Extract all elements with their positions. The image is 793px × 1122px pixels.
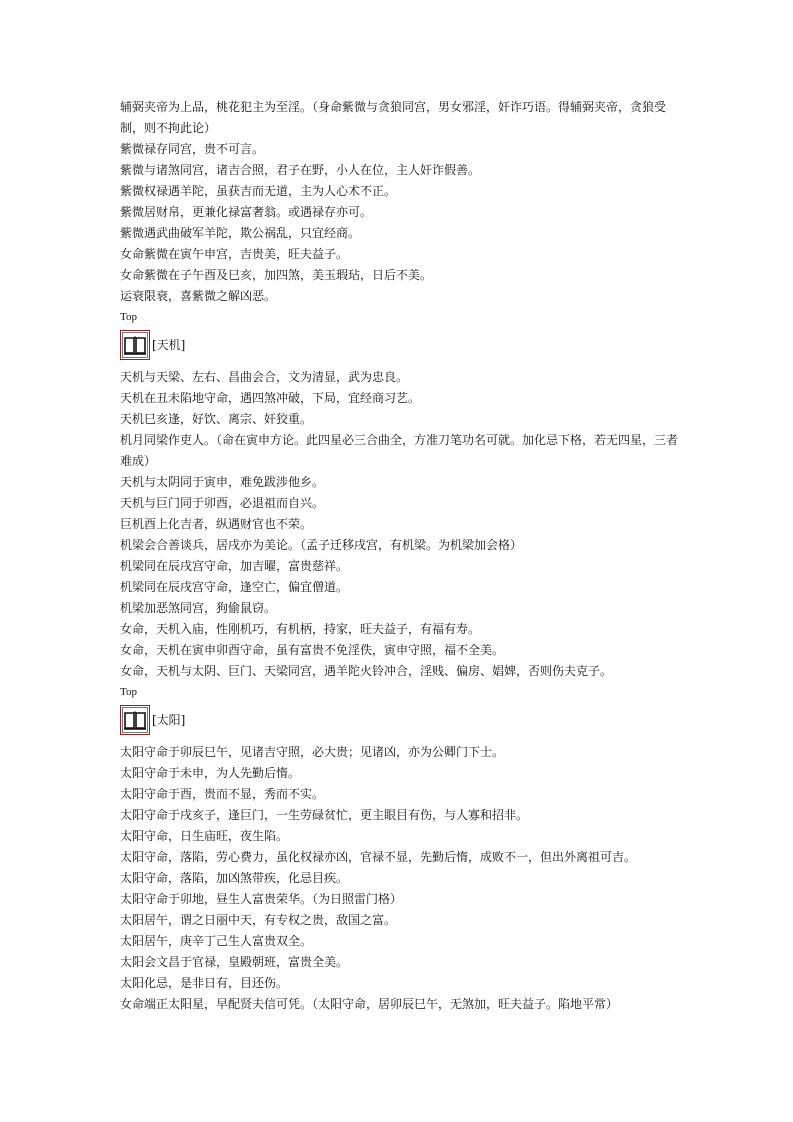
text-line: 紫微遇武曲破军羊陀，欺公祸乱，只宜经商。 bbox=[120, 226, 361, 240]
text-line: 天机与天梁、左右、昌曲会合，文为清显，武为忠良。 bbox=[120, 370, 409, 384]
text-line: 巨机酉上化吉者，纵遇财官也不荣。 bbox=[120, 517, 313, 531]
text-line: 辅弼夹帝为上品，桃花犯主为至淫。（身命紫微与贪狼同宫，男女邪淫，奸诈巧语。得辅弼夹帝，贪狼受制，则不拘此论） bbox=[120, 100, 667, 135]
text-line: 紫微与诸煞同宫，诸吉合照，君子在野，小人在位，主人奸诈假善。 bbox=[120, 163, 481, 177]
text-line: 机梁同在辰戌宫守命，加吉曜，富贵慈祥。 bbox=[120, 559, 349, 573]
text-line: 天机巳亥逢，好饮、离宗、奸狡重。 bbox=[120, 412, 313, 426]
text-line: 太阳守命，落陷，加凶煞带疾，化忌目疾。 bbox=[120, 871, 349, 885]
text-line: 太阳守命于未申，为人先勤后惰。 bbox=[120, 766, 301, 780]
text-line: 机月同梁作吏人。（命在寅申方论。此四星必三合曲全，方准刀笔功名可就。加化忌下格，若无四星，三者难成） bbox=[120, 433, 679, 468]
text-line: 女命端正太阳星，早配贤夫信可凭。（太阳守命，居卯辰巳午，无煞加，旺夫益子。陷地平常） bbox=[120, 997, 619, 1011]
text-line: 太阳化忌，是非日有，目还伤。 bbox=[120, 976, 289, 990]
text-line: 紫微权禄遇羊陀，虽获吉而无道，主为人心术不正。 bbox=[120, 184, 397, 198]
section-lines bbox=[120, 742, 680, 1015]
text-line: 机梁会合善谈兵，居戌亦为美论。（孟子迁移戌宫，有机梁。为机梁加会格） bbox=[120, 538, 523, 552]
book-icon bbox=[120, 705, 150, 735]
intro-section bbox=[120, 97, 680, 307]
section-title: [太阳] bbox=[152, 713, 186, 727]
top-link[interactable]: Top bbox=[120, 311, 137, 323]
section-lines bbox=[120, 367, 680, 682]
text-line: 机梁加恶煞同宫，狗偷鼠窃。 bbox=[120, 601, 277, 615]
section-heading bbox=[120, 702, 680, 738]
text-line: 紫微禄存同宫，贵不可言。 bbox=[120, 142, 265, 156]
top-link[interactable]: Top bbox=[120, 686, 137, 698]
text-line: 太阳居午，庚辛丁己生人富贵双全。 bbox=[120, 934, 313, 948]
text-line: 天机与巨门同于卯酉，必退祖而自兴。 bbox=[120, 496, 325, 510]
text-line: 女命，天机与太阴、巨门、天梁同宫，遇羊陀火铃冲合，淫贱、偏房、娼婢，否则伤夫克子。 bbox=[120, 664, 613, 678]
text-line: 太阳守命于戌亥子，逢巨门，一生劳碌贫忙，更主眼目有伤，与人寡和招非。 bbox=[120, 808, 529, 822]
text-line: 女命，天机在寅申卯酉守命，虽有富贵不免淫佚，寅申守照，福不全美。 bbox=[120, 643, 505, 657]
text-line: 天机在丑未陷地守命，遇四煞冲破，下局，宜经商习艺。 bbox=[120, 391, 421, 405]
text-line: 太阳守命，落陷，劳心费力，虽化权禄亦凶，官禄不显，先勤后惰，成败不一，但出外离祖可吉。 bbox=[120, 850, 637, 864]
text-line: 女命紫微在寅午申宫，吉贵美，旺夫益子。 bbox=[120, 247, 349, 261]
text-line: 太阳会文昌于官禄，皇殿朝班，富贵全美。 bbox=[120, 955, 349, 969]
text-line: 太阳守命于卯辰巳午，见诸吉守照，必大贵；见诸凶，亦为公卿门下士。 bbox=[120, 745, 505, 759]
section-heading bbox=[120, 327, 680, 363]
text-line: 太阳守命于酉，贵而不显，秀而不实。 bbox=[120, 787, 325, 801]
book-icon bbox=[120, 330, 150, 360]
text-line: 天机与太阴同于寅申，难免跋涉他乡。 bbox=[120, 475, 325, 489]
document-page bbox=[120, 97, 680, 1015]
text-line: 太阳居午，谓之日丽中天，有专权之贵，敌国之富。 bbox=[120, 913, 397, 927]
text-line: 运衰限衰，喜紫微之解凶恶。 bbox=[120, 289, 277, 303]
text-line: 机梁同在辰戌宫守命，逢空亡，偏宜僧道。 bbox=[120, 580, 349, 594]
text-line: 女命，天机入庙，性刚机巧，有机柄，持家，旺夫益子，有福有寿。 bbox=[120, 622, 481, 636]
text-line: 太阳守命于卯地，昼生人富贵荣华。（为日照雷门格） bbox=[120, 892, 403, 906]
text-line: 女命紫微在子午酉及巳亥，加四煞，美玉瑕玷，日后不美。 bbox=[120, 268, 433, 282]
text-line: 太阳守命，日生庙旺，夜生陷。 bbox=[120, 829, 289, 843]
text-line: 紫微居财帛，更兼化禄富奢翁。或遇禄存亦可。 bbox=[120, 205, 373, 219]
section-tianji bbox=[120, 327, 680, 682]
section-title: [天机] bbox=[152, 338, 186, 352]
section-taiyang bbox=[120, 702, 680, 1015]
